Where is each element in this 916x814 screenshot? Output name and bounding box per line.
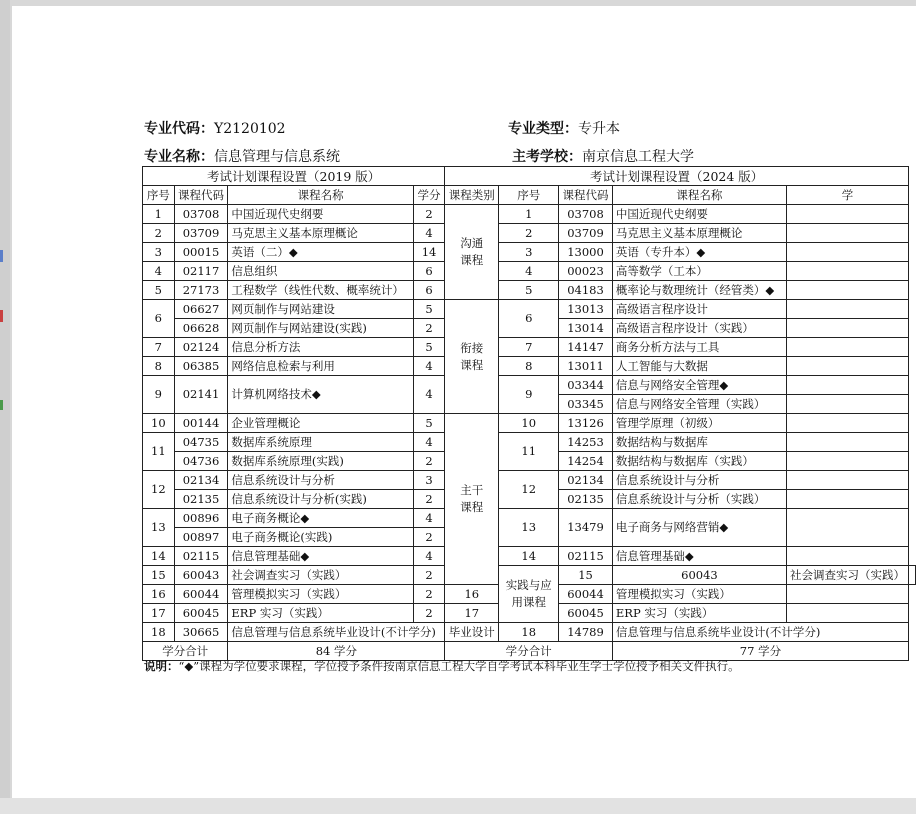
cell-name: 中国近现代史纲要 bbox=[228, 205, 413, 224]
table-row bbox=[143, 376, 916, 395]
cell-name: 马克思主义基本原理概论 bbox=[228, 224, 413, 243]
cell-name: 工程数学（线性代数、概率统计） bbox=[228, 281, 413, 300]
col-seq-2019: 序号 bbox=[143, 186, 175, 205]
cell-name-2024: 管理模拟实习（实践） bbox=[612, 585, 786, 604]
cell-code: 60044 bbox=[174, 585, 228, 604]
cell-code: 00144 bbox=[174, 414, 228, 433]
cell-code: 60045 bbox=[174, 604, 228, 623]
cell-seq: 6 bbox=[143, 300, 175, 338]
cell-credit: 4 bbox=[413, 376, 445, 414]
cell-name: 信息系统设计与分析 bbox=[228, 471, 413, 490]
cell-credit-2024 bbox=[786, 224, 908, 243]
cell-seq: 5 bbox=[143, 281, 175, 300]
cell-credit: 5 bbox=[413, 414, 445, 433]
category-label: 衔接课程 bbox=[460, 340, 484, 372]
cell-seq: 2 bbox=[143, 224, 175, 243]
cell-name: 数据库系统原理(实践) bbox=[228, 452, 413, 471]
cell-credit-2024 bbox=[786, 452, 908, 471]
cell-seq-2024: 10 bbox=[499, 414, 559, 433]
cell-code-2024: 13126 bbox=[559, 414, 613, 433]
cell-name-2024: 高等数学（工本） bbox=[612, 262, 786, 281]
cell-seq-2024: 18 bbox=[499, 623, 559, 642]
cell-name: 网页制作与网站建设 bbox=[228, 300, 413, 319]
column-header-row bbox=[143, 186, 916, 205]
cell-seq: 4 bbox=[143, 262, 175, 281]
cell-code-2024: 13000 bbox=[559, 243, 613, 262]
cell-code: 02135 bbox=[174, 490, 228, 509]
table-row bbox=[143, 509, 916, 528]
cell-seq: 7 bbox=[143, 338, 175, 357]
total-2024: 77 学分 bbox=[612, 642, 908, 661]
cell-credit: 6 bbox=[413, 281, 445, 300]
cell-name-2024: 高级语言程序设计 bbox=[612, 300, 786, 319]
cell-credit-2024 bbox=[786, 585, 908, 604]
cell-name-2024: 信息系统设计与分析（实践） bbox=[612, 490, 786, 509]
cell-name-2024: 中国近现代史纲要 bbox=[612, 205, 786, 224]
cell-name: 信息系统设计与分析(实践) bbox=[228, 490, 413, 509]
cell-credit: 2 bbox=[413, 566, 445, 585]
table-title-row bbox=[143, 167, 916, 186]
course-table bbox=[142, 166, 916, 661]
cell-name-2024: 数据结构与数据库（实践） bbox=[612, 452, 786, 471]
total-label-2024: 学分合计 bbox=[445, 642, 613, 661]
cell-name-2024: 信息管理与信息系统毕业设计(不计学分) bbox=[612, 623, 908, 642]
cell-code: 06627 bbox=[174, 300, 228, 319]
category-cell bbox=[445, 300, 499, 414]
table-row bbox=[143, 357, 916, 376]
table-row bbox=[143, 224, 916, 243]
footnote-prefix: 说明： bbox=[144, 659, 179, 673]
cell-name-2024: 概率论与数理统计（经管类）◆ bbox=[612, 281, 786, 300]
cell-code-2024: 14789 bbox=[559, 623, 613, 642]
cell-credit-2024 bbox=[786, 243, 908, 262]
cell-code-2024: 14254 bbox=[559, 452, 613, 471]
cell-credit-2024 bbox=[786, 205, 908, 224]
cell-code: 02124 bbox=[174, 338, 228, 357]
school bbox=[512, 146, 694, 166]
cell-name: 信息管理基础◆ bbox=[228, 547, 413, 566]
cell-name: 电子商务概论◆ bbox=[228, 509, 413, 528]
cell-credit-2024 bbox=[786, 414, 908, 433]
gutter-marker bbox=[0, 250, 3, 262]
table-row bbox=[143, 471, 916, 490]
table-row bbox=[143, 281, 916, 300]
cell-name-2024: 信息系统设计与分析 bbox=[612, 471, 786, 490]
cell-code: 02115 bbox=[174, 547, 228, 566]
cell-code: 60043 bbox=[174, 566, 228, 585]
cell-code: 27173 bbox=[174, 281, 228, 300]
table-row bbox=[143, 338, 916, 357]
cell-name-2024: 信息与网络安全管理◆ bbox=[612, 376, 786, 395]
cell-seq-2024: 16 bbox=[445, 585, 499, 604]
cell-code: 02141 bbox=[174, 376, 228, 414]
col-code-2019: 课程代码 bbox=[174, 186, 228, 205]
cell-credit-2024 bbox=[786, 300, 908, 319]
major-name-label: 专业名称： bbox=[144, 149, 214, 165]
cell-code-2024: 14253 bbox=[559, 433, 613, 452]
cell-code: 02134 bbox=[174, 471, 228, 490]
horizontal-scrollbar[interactable] bbox=[0, 798, 916, 814]
cell-name: 计算机网络技术◆ bbox=[228, 376, 413, 414]
school-label: 主考学校： bbox=[512, 149, 582, 165]
table-row bbox=[143, 547, 916, 566]
cell-seq-2024: 1 bbox=[499, 205, 559, 224]
cell-credit: 4 bbox=[413, 547, 445, 566]
category-label: 沟通课程 bbox=[460, 236, 484, 267]
cell-seq: 16 bbox=[143, 585, 175, 604]
cell-name-2024: 信息与网络安全管理（实践） bbox=[612, 395, 786, 414]
table-row bbox=[143, 623, 916, 642]
col-name-2024: 课程名称 bbox=[612, 186, 786, 205]
cell-name-2024: 马克思主义基本原理概论 bbox=[612, 224, 786, 243]
cell-name-2024: 社会调查实习（实践） bbox=[786, 566, 908, 585]
cell-seq-2024: 5 bbox=[499, 281, 559, 300]
table-row bbox=[143, 566, 916, 585]
major-type bbox=[508, 118, 620, 138]
cell-code-2024: 60043 bbox=[612, 566, 786, 585]
cell-name: 网络信息检索与利用 bbox=[228, 357, 413, 376]
cell-code-2024: 13011 bbox=[559, 357, 613, 376]
cell-code: 00896 bbox=[174, 509, 228, 528]
cell-credit-2024 bbox=[786, 357, 908, 376]
table-row bbox=[143, 433, 916, 452]
cell-code: 30665 bbox=[174, 623, 228, 642]
cell-code-2024: 03344 bbox=[559, 376, 613, 395]
cell-code: 02117 bbox=[174, 262, 228, 281]
cell-name: 信息组织 bbox=[228, 262, 413, 281]
cell-code: 04735 bbox=[174, 433, 228, 452]
cell-seq-2024: 13 bbox=[499, 509, 559, 547]
col-category-2024: 课程类别 bbox=[445, 186, 499, 205]
cell-credit: 4 bbox=[413, 357, 445, 376]
cell-credit-2024 bbox=[786, 395, 908, 414]
category-label: 实践与应用课程 bbox=[505, 578, 552, 609]
cell-credit-2024 bbox=[786, 547, 908, 566]
school-value: 南京信息工程大学 bbox=[582, 149, 694, 165]
cell-code: 00015 bbox=[174, 243, 228, 262]
cell-name: 英语（二）◆ bbox=[228, 243, 413, 262]
cell-name: 信息管理与信息系统毕业设计(不计学分) bbox=[228, 623, 445, 642]
cell-credit: 2 bbox=[413, 319, 445, 338]
major-type-label: 专业类型： bbox=[508, 121, 578, 137]
category-cell bbox=[445, 205, 499, 300]
cell-code: 03708 bbox=[174, 205, 228, 224]
cell-credit-2024 bbox=[909, 566, 916, 585]
title-2019: 考试计划课程设置（2019 版） bbox=[143, 167, 445, 186]
cell-credit: 2 bbox=[413, 452, 445, 471]
cell-code: 04736 bbox=[174, 452, 228, 471]
major-name bbox=[144, 146, 340, 166]
cell-name: 电子商务概论(实践) bbox=[228, 528, 413, 547]
cell-credit: 2 bbox=[413, 604, 445, 623]
table-row bbox=[143, 414, 916, 433]
cell-code-2024: 13014 bbox=[559, 319, 613, 338]
category-cell bbox=[499, 566, 559, 623]
cell-seq: 10 bbox=[143, 414, 175, 433]
major-type-value: 专升本 bbox=[578, 121, 620, 137]
gutter-marker bbox=[0, 400, 3, 410]
cell-code-2024: 13013 bbox=[559, 300, 613, 319]
cell-credit: 2 bbox=[413, 528, 445, 547]
col-seq-2024: 序号 bbox=[499, 186, 559, 205]
cell-seq-2024: 12 bbox=[499, 471, 559, 509]
cell-seq: 9 bbox=[143, 376, 175, 414]
left-gutter bbox=[0, 0, 10, 814]
cell-name: 网页制作与网站建设(实践) bbox=[228, 319, 413, 338]
cell-name: ERP 实习（实践） bbox=[228, 604, 413, 623]
cell-name: 企业管理概论 bbox=[228, 414, 413, 433]
cell-credit: 5 bbox=[413, 300, 445, 319]
category-cell bbox=[445, 414, 499, 585]
cell-credit-2024 bbox=[786, 376, 908, 395]
cell-code-2024: 00023 bbox=[559, 262, 613, 281]
cell-code: 06628 bbox=[174, 319, 228, 338]
cell-credit-2024 bbox=[786, 433, 908, 452]
cell-code-2024: 03345 bbox=[559, 395, 613, 414]
cell-seq: 8 bbox=[143, 357, 175, 376]
cell-name-2024: 高级语言程序设计（实践） bbox=[612, 319, 786, 338]
total-label-2019: 学分合计 bbox=[143, 642, 228, 661]
cell-code-2024: 14147 bbox=[559, 338, 613, 357]
cell-seq: 11 bbox=[143, 433, 175, 471]
col-credit-2019: 学分 bbox=[413, 186, 445, 205]
cell-credit: 2 bbox=[413, 205, 445, 224]
cell-credit-2024 bbox=[786, 262, 908, 281]
cell-seq-2024: 8 bbox=[499, 357, 559, 376]
major-name-value: 信息管理与信息系统 bbox=[214, 149, 340, 165]
document-page bbox=[12, 6, 916, 798]
footnote bbox=[144, 658, 740, 674]
cell-credit: 4 bbox=[413, 509, 445, 528]
cell-seq: 17 bbox=[143, 604, 175, 623]
cell-credit-2024 bbox=[786, 338, 908, 357]
cell-seq-2024: 4 bbox=[499, 262, 559, 281]
cell-seq: 3 bbox=[143, 243, 175, 262]
cell-credit-2024 bbox=[786, 281, 908, 300]
cell-name-2024: 数据结构与数据库 bbox=[612, 433, 786, 452]
cell-seq: 1 bbox=[143, 205, 175, 224]
cell-name: 管理模拟实习（实践） bbox=[228, 585, 413, 604]
major-code bbox=[144, 118, 286, 138]
cell-code-2024: 03709 bbox=[559, 224, 613, 243]
cell-seq-2024: 6 bbox=[499, 300, 559, 338]
cell-seq-2024: 3 bbox=[499, 243, 559, 262]
category-cell: 毕业设计 bbox=[445, 623, 499, 642]
cell-code-2024: 02134 bbox=[559, 471, 613, 490]
cell-seq: 14 bbox=[143, 547, 175, 566]
cell-seq-2024: 11 bbox=[499, 433, 559, 471]
cell-code: 03709 bbox=[174, 224, 228, 243]
cell-name-2024: 管理学原理（初级） bbox=[612, 414, 786, 433]
total-2019: 84 学分 bbox=[228, 642, 445, 661]
cell-seq: 18 bbox=[143, 623, 175, 642]
category-label: 主干课程 bbox=[460, 483, 484, 514]
gutter-marker bbox=[0, 310, 3, 322]
cell-code-2024: 02135 bbox=[559, 490, 613, 509]
cell-name-2024: 英语（专升本）◆ bbox=[612, 243, 786, 262]
cell-name: 社会调查实习（实践） bbox=[228, 566, 413, 585]
cell-credit: 4 bbox=[413, 224, 445, 243]
cell-credit: 4 bbox=[413, 433, 445, 452]
table-row bbox=[143, 205, 916, 224]
cell-code-2024: 13479 bbox=[559, 509, 613, 547]
cell-credit-2024 bbox=[786, 509, 908, 547]
table-row bbox=[143, 300, 916, 319]
cell-name: 数据库系统原理 bbox=[228, 433, 413, 452]
cell-name-2024: 信息管理基础◆ bbox=[612, 547, 786, 566]
cell-code-2024: 60045 bbox=[559, 604, 613, 623]
cell-credit: 2 bbox=[413, 585, 445, 604]
col-credit-2024: 学 bbox=[786, 186, 908, 205]
cell-credit-2024 bbox=[786, 604, 908, 623]
cell-seq: 12 bbox=[143, 471, 175, 509]
cell-credit: 5 bbox=[413, 338, 445, 357]
cell-code: 06385 bbox=[174, 357, 228, 376]
cell-credit: 3 bbox=[413, 471, 445, 490]
cell-seq-2024: 15 bbox=[559, 566, 613, 585]
cell-name-2024: 电子商务与网络营销◆ bbox=[612, 509, 786, 547]
cell-name-2024: 商务分析方法与工具 bbox=[612, 338, 786, 357]
cell-seq-2024: 7 bbox=[499, 338, 559, 357]
cell-code-2024: 60044 bbox=[559, 585, 613, 604]
cell-credit-2024 bbox=[786, 490, 908, 509]
cell-credit-2024 bbox=[786, 319, 908, 338]
major-code-value: Y2120102 bbox=[214, 121, 286, 137]
col-code-2024: 课程代码 bbox=[559, 186, 613, 205]
cell-name: 信息分析方法 bbox=[228, 338, 413, 357]
cell-credit: 6 bbox=[413, 262, 445, 281]
cell-seq-2024: 9 bbox=[499, 376, 559, 414]
cell-seq-2024: 2 bbox=[499, 224, 559, 243]
cell-seq: 15 bbox=[143, 566, 175, 585]
table-row bbox=[143, 262, 916, 281]
cell-name-2024: ERP 实习（实践） bbox=[612, 604, 786, 623]
title-2024: 考试计划课程设置（2024 版） bbox=[445, 167, 909, 186]
cell-seq-2024: 14 bbox=[499, 547, 559, 566]
col-name-2019: 课程名称 bbox=[228, 186, 413, 205]
cell-code-2024: 04183 bbox=[559, 281, 613, 300]
cell-credit-2024 bbox=[786, 471, 908, 490]
cell-credit: 2 bbox=[413, 490, 445, 509]
major-code-label: 专业代码： bbox=[144, 121, 214, 137]
cell-code-2024: 03708 bbox=[559, 205, 613, 224]
footnote-text: “◆”课程为学位要求课程，学位授予条件按南京信息工程大学自学考试本科毕业生学士学位授予相关文件执行。 bbox=[178, 659, 740, 673]
cell-name-2024: 人工智能与大数据 bbox=[612, 357, 786, 376]
cell-code: 00897 bbox=[174, 528, 228, 547]
cell-credit: 14 bbox=[413, 243, 445, 262]
cell-seq: 13 bbox=[143, 509, 175, 547]
cell-seq-2024: 17 bbox=[445, 604, 499, 623]
table-row bbox=[143, 243, 916, 262]
cell-code-2024: 02115 bbox=[559, 547, 613, 566]
